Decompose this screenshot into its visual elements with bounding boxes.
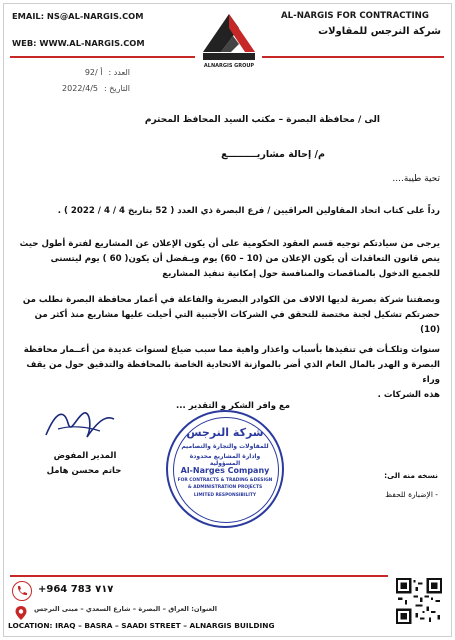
header-email: EMAIL: NS@AL-NARGIS.COM — [12, 11, 144, 21]
paragraph-line: للجميع الدخول بالمناقصات والمنافسة حول إمكانية تنفيذ المشاريع — [162, 269, 440, 279]
closing-line: مع وافر الشكر و التقدير ... — [176, 401, 290, 411]
company-name-ar: شركة النرجس للمقاولات — [318, 26, 441, 37]
paragraph-line: حضرتكم تشكيل لجنة مختصة للتحقق في الشركات الأجنبية التي أحيلت عليها مشاريع منذ أكثر من (10) — [34, 310, 440, 335]
ref-number — [20, 68, 130, 77]
ref-label: العدد : — [108, 68, 130, 77]
addressee: الى / محافظة البصرة – مكتب السيد المحافظ المحترم — [144, 115, 380, 125]
signatory-title: المدير المفوض — [53, 451, 117, 461]
qr-code — [396, 578, 442, 624]
footer-rule — [10, 575, 388, 577]
phone-icon — [12, 581, 32, 601]
copy-to-item: - الإضبارة للحفظ — [385, 490, 438, 499]
ref-value: 92/ أ — [84, 68, 103, 77]
company-name-en: AL-NARGIS FOR CONTRACTING — [281, 11, 429, 21]
company-stamp — [166, 410, 284, 528]
date-label: التاريخ : — [103, 84, 130, 93]
logo-mark-icon — [199, 6, 259, 66]
stamp-ar-line1: للمقاولات والتجارة والتصاميم — [181, 443, 269, 450]
paragraph-line: ينص قانون التعاقدات أن يكون الإعلان من (10 – 60) يوم ويـفضل أن يكون( 60 ) يوم ليتسنى — [50, 254, 440, 264]
header-rule-right — [262, 56, 444, 58]
paragraph-line: هذه الشركات . — [377, 390, 440, 400]
company-logo — [199, 6, 259, 66]
signatory-name: حاتم محسن هامل — [46, 466, 122, 476]
stamp-en-line1: FOR CONTRACTS & TRADING &DESIGN — [177, 478, 273, 483]
stamp-ar-line2: وادارة المشاريع محدودة المسؤولية — [189, 453, 261, 467]
handwritten-signature — [40, 405, 120, 447]
paragraph-1 — [12, 237, 440, 282]
paragraph-line: يرجى من سيادتكم توجيه قسم العقود الحكومية على أن يكون الإعلان عن المشاريع لفترة أطول حيث — [19, 239, 440, 249]
greeting: تحية طيبة.... — [392, 174, 440, 184]
header-web: WEB: WWW.AL-NARGIS.COM — [12, 38, 145, 48]
date-value: 2022/4/5 — [62, 84, 98, 93]
header-rule-left — [10, 56, 195, 58]
stamp-en-line2: & ADMINISTRATION PROJECTS — [187, 485, 263, 490]
paragraph-2 — [12, 293, 440, 403]
logo-caption: ALNARGIS GROUP — [203, 63, 255, 69]
stamp-ar-top: شركة النرجس — [186, 426, 264, 439]
reference-line: رداً على كتاب اتحاد المقاولين العراقيين / فرع البصرة ذي العدد ( 52 بتاريخ 4 / 4 / 2022 ) . — [57, 206, 440, 216]
location-pin-icon — [14, 605, 28, 621]
stamp-en-name: Al-Narges Company — [180, 466, 270, 475]
stamp-en-line3: LIMITED RESPONSIBILITY — [193, 493, 257, 498]
letter-date — [20, 84, 130, 93]
subject-line: م/ إحالة مشاريـــــــــع — [221, 149, 325, 160]
footer-address-ar: العنوان: العراق – البصرة – شارع السعدي – مبنى النرجس — [34, 605, 218, 613]
footer-phone: +964 783 ٧١٧ — [38, 584, 114, 595]
footer-location-en: LOCATION: IRAQ – BASRA – SAADI STREET – ALNARGIS BUILDING — [8, 621, 275, 630]
paragraph-line: سنوات وتلكـأت في تنفيذها بأسباب واعذار واهية مما سبب ضياع لسنوات عديدة من أعــمار محافظة — [23, 345, 440, 355]
copy-to-label: نسخه منه الى: — [384, 471, 438, 480]
paragraph-line: البصرة و الهدر بالمال العام الذي أضر بالموازنة الاتحادية الخاصة بالمحافظة والتدقيق حول من يقف وراء — [26, 360, 440, 385]
paragraph-line: وبصفتنا شركة بصرية لديها الالاف من الكوادر البصرية والفاعلة في أعمار محافظة البصرة نطلب من — [22, 295, 440, 305]
